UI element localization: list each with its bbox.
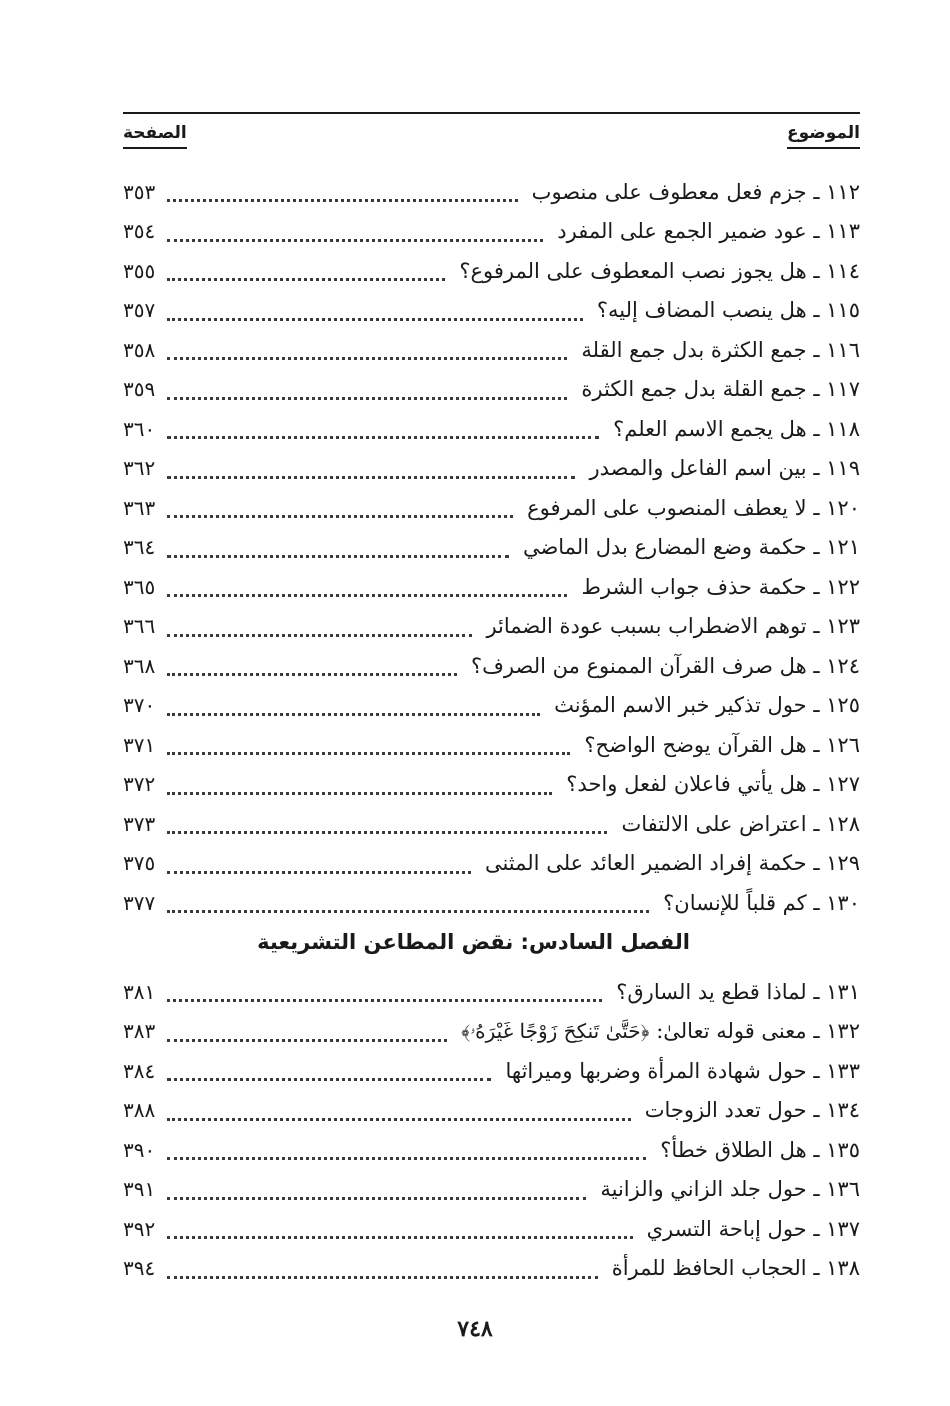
dot-leader — [167, 817, 607, 834]
toc-entry-title — [606, 980, 860, 1004]
toc-entry-text: ١٣٠ ـ كم قلباً للإنسان؟ — [663, 890, 860, 915]
toc-entry-title — [635, 1098, 860, 1122]
toc-entry-page: ٣٦٨ — [123, 653, 156, 678]
dot-leader — [167, 857, 471, 874]
toc-entry — [123, 607, 860, 647]
toc-entry-text: ١٣٣ ـ حول شهادة المرأة وضربها وميراثها — [505, 1058, 860, 1083]
toc-entry-text: ١٢٢ ـ حكمة حذف جواب الشرط — [581, 574, 860, 599]
page-number: ٧٤٨ — [457, 1316, 493, 1342]
toc-entry-page: ٣٩٢ — [123, 1216, 156, 1241]
dot-leader — [167, 304, 583, 321]
toc-entry-title — [449, 259, 860, 283]
toc-section-1 — [123, 172, 860, 923]
toc-entry-page: ٣٩٤ — [123, 1256, 156, 1281]
toc-entry-text: ١٣٤ ـ حول تعدد الزوجات — [644, 1098, 860, 1123]
dot-leader — [167, 225, 543, 242]
toc-entry — [123, 883, 860, 923]
toc-entry-text: ١٢٤ ـ هل صرف القرآن الممنوع من الصرف؟ — [471, 653, 860, 678]
toc-entry-text: ١٣٨ ـ الحجاب الحافظ للمرأة — [611, 1256, 860, 1281]
toc-entry-page: ٣٨٣ — [123, 1019, 156, 1044]
toc-entry-title — [603, 417, 860, 441]
toc-entry-page: ٣٥٤ — [123, 219, 156, 244]
toc-entry — [123, 409, 860, 449]
chapter-heading: الفصل السادس: نقض المطاعن التشريعية — [257, 930, 690, 954]
dot-leader — [167, 264, 445, 281]
toc-entry-text: ١١٣ ـ عود ضمير الجمع على المفرد — [557, 219, 860, 244]
dot-leader — [167, 383, 567, 400]
dot-leader — [167, 580, 567, 597]
toc-entry — [123, 330, 860, 370]
toc-entry — [123, 488, 860, 528]
toc-entry-page: ٣٧٥ — [123, 851, 156, 876]
toc-entry — [123, 1249, 860, 1289]
toc-entry — [123, 725, 860, 765]
toc-entry-title — [513, 535, 860, 559]
toc-entry-title — [587, 298, 860, 322]
dot-leader — [167, 659, 457, 676]
toc-entry-text: ١٣٥ ـ هل الطلاق خطأ؟ — [660, 1137, 860, 1162]
toc-entry-title — [522, 180, 860, 204]
toc-entry — [123, 172, 860, 212]
toc-entry-text: ١٢١ ـ حكمة وضع المضارع بدل الماضي — [522, 535, 860, 560]
toc-entry — [123, 972, 860, 1012]
toc-entry-title — [571, 338, 860, 362]
dot-leader — [167, 343, 567, 360]
toc-entry-title — [571, 377, 860, 401]
toc-entry-page: ٣٧٧ — [123, 890, 156, 915]
dot-leader — [167, 1183, 586, 1200]
toc-entry-text: ١٣١ ـ لماذا قطع يد السارق؟ — [616, 979, 860, 1004]
toc-entry — [123, 844, 860, 884]
toc-entry-page: ٣٥٧ — [123, 298, 156, 323]
toc-entry-title — [653, 891, 860, 915]
toc-entry — [123, 370, 860, 410]
toc-entry-title — [476, 614, 860, 638]
dot-leader — [167, 1262, 598, 1279]
toc-entry-title — [590, 1177, 860, 1201]
toc-entry-text: ١٣٢ ـ معنى قوله تعالىٰ: — [656, 1019, 860, 1044]
toc-entry-page: ٣٦٠ — [123, 416, 156, 441]
toc-entry-page: ٣٨٤ — [123, 1058, 156, 1083]
toc-entry — [123, 1170, 860, 1210]
dot-leader — [167, 1104, 631, 1121]
toc-entry-text: ١٢٩ ـ حكمة إفراد الضمير العائد على المثنى — [484, 851, 860, 876]
toc-entry — [123, 212, 860, 252]
toc-entry-title — [556, 772, 860, 796]
toc-entry-text: ١٢٣ ـ توهم الاضطراب بسبب عودة الضمائر — [486, 614, 860, 639]
toc-entry-page: ٣٥٨ — [123, 337, 156, 362]
toc-entry — [123, 765, 860, 805]
quran-verse: ﴿حَتَّىٰ تَنكِحَ زَوْجًا غَيْرَهُۥ﴾ — [461, 1019, 650, 1044]
dot-leader — [167, 462, 575, 479]
toc-entry — [123, 1209, 860, 1249]
toc-entry-title — [602, 1256, 860, 1280]
toc-entry-text: ١٢٧ ـ هل يأتي فاعلان لفعل واحد؟ — [566, 772, 860, 797]
toc-entry-text: ١٢٦ ـ هل القرآن يوضح الواضح؟ — [584, 732, 860, 757]
toc-entry-title — [495, 1059, 860, 1083]
toc-entry-title — [475, 851, 860, 875]
toc-entry-page: ٣٧٢ — [123, 772, 156, 797]
toc-entry — [123, 251, 860, 291]
toc-entry-text: ١١٤ ـ هل يجوز نصب المعطوف على المرفوع؟ — [459, 258, 860, 283]
header-rule — [123, 112, 860, 114]
toc-entry-page: ٣٦٢ — [123, 456, 156, 481]
toc-entry-text: ١١٨ ـ هل يجمع الاسم العلم؟ — [613, 416, 860, 441]
page-column-header: الصفحة — [123, 121, 187, 149]
toc-entry-page: ٣٥٩ — [123, 377, 156, 402]
dot-leader — [167, 422, 599, 439]
toc-entry-title — [544, 693, 860, 717]
toc-entry-title — [574, 733, 860, 757]
toc-entry-title — [451, 1019, 860, 1043]
toc-entry-text: ١١٦ ـ جمع الكثرة بدل جمع القلة — [581, 337, 860, 362]
dot-leader — [167, 1064, 491, 1081]
toc-entry-text: ١٢٠ ـ لا يعطف المنصوب على المرفوع — [527, 495, 860, 520]
toc-entry-page: ٣٩١ — [123, 1177, 156, 1202]
dot-leader — [167, 699, 540, 716]
toc-entry-page: ٣٧١ — [123, 732, 156, 757]
toc-entry-text: ١١٧ ـ جمع القلة بدل جمع الكثرة — [581, 377, 860, 402]
toc-entry — [123, 1091, 860, 1131]
toc-entry-text: ١١٥ ـ هل ينصب المضاف إليه؟ — [596, 298, 860, 323]
dot-leader — [167, 738, 570, 755]
toc-entry — [123, 449, 860, 489]
toc-entry-page: ٣٨١ — [123, 979, 156, 1004]
dot-leader — [167, 541, 509, 558]
dot-leader — [167, 620, 472, 637]
dot-leader — [167, 1222, 633, 1239]
toc-entry-title — [571, 575, 860, 599]
toc-entry — [123, 646, 860, 686]
dot-leader — [167, 1143, 646, 1160]
toc-entry — [123, 291, 860, 331]
dot-leader — [167, 778, 552, 795]
dot-leader — [167, 985, 602, 1002]
toc-entry — [123, 1130, 860, 1170]
toc-entry-title — [547, 219, 860, 243]
toc-entry — [123, 686, 860, 726]
toc-entry-title — [650, 1138, 860, 1162]
dot-leader — [167, 1025, 447, 1042]
toc-entry-title — [461, 654, 860, 678]
toc-entry-title — [517, 496, 860, 520]
dot-leader — [167, 185, 518, 202]
toc-entry-page: ٣٧٠ — [123, 693, 156, 718]
toc-entry-page: ٣٦٥ — [123, 574, 156, 599]
toc-section-2 — [123, 972, 860, 1288]
toc-entry-page: ٣٦٦ — [123, 614, 156, 639]
toc-entry-text: ١٢٨ ـ اعتراض على الالتفات — [621, 811, 860, 836]
dot-leader — [167, 501, 513, 518]
toc-entry-title — [611, 812, 860, 836]
toc-entry — [123, 1051, 860, 1091]
toc-entry — [123, 528, 860, 568]
toc-entry-text: ١٢٥ ـ حول تذكير خبر الاسم المؤنث — [554, 693, 860, 718]
toc-entry-page: ٣٨٨ — [123, 1098, 156, 1123]
toc-entry — [123, 1012, 860, 1052]
toc-entry-page: ٣٥٣ — [123, 179, 156, 204]
dot-leader — [167, 896, 649, 913]
toc-entry-page: ٣٦٤ — [123, 535, 156, 560]
toc-entry-page: ٣٩٠ — [123, 1137, 156, 1162]
toc-entry-text: ١١٩ ـ بين اسم الفاعل والمصدر — [589, 456, 860, 481]
toc-entry-text: ١٣٦ ـ حول جلد الزاني والزانية — [600, 1177, 860, 1202]
toc-entry-page: ٣٦٣ — [123, 495, 156, 520]
toc-entry — [123, 567, 860, 607]
toc-entry-title — [637, 1217, 860, 1241]
toc-entry — [123, 804, 860, 844]
toc-entry-text: ١٣٧ ـ حول إباحة التسري — [646, 1216, 860, 1241]
topic-column-header: الموضوع — [787, 121, 860, 149]
toc-entry-page: ٣٥٥ — [123, 258, 156, 283]
toc-entry-title — [579, 456, 860, 480]
toc-entry-page: ٣٧٣ — [123, 811, 156, 836]
toc-entry-text: ١١٢ ـ جزم فعل معطوف على منصوب — [531, 179, 860, 204]
